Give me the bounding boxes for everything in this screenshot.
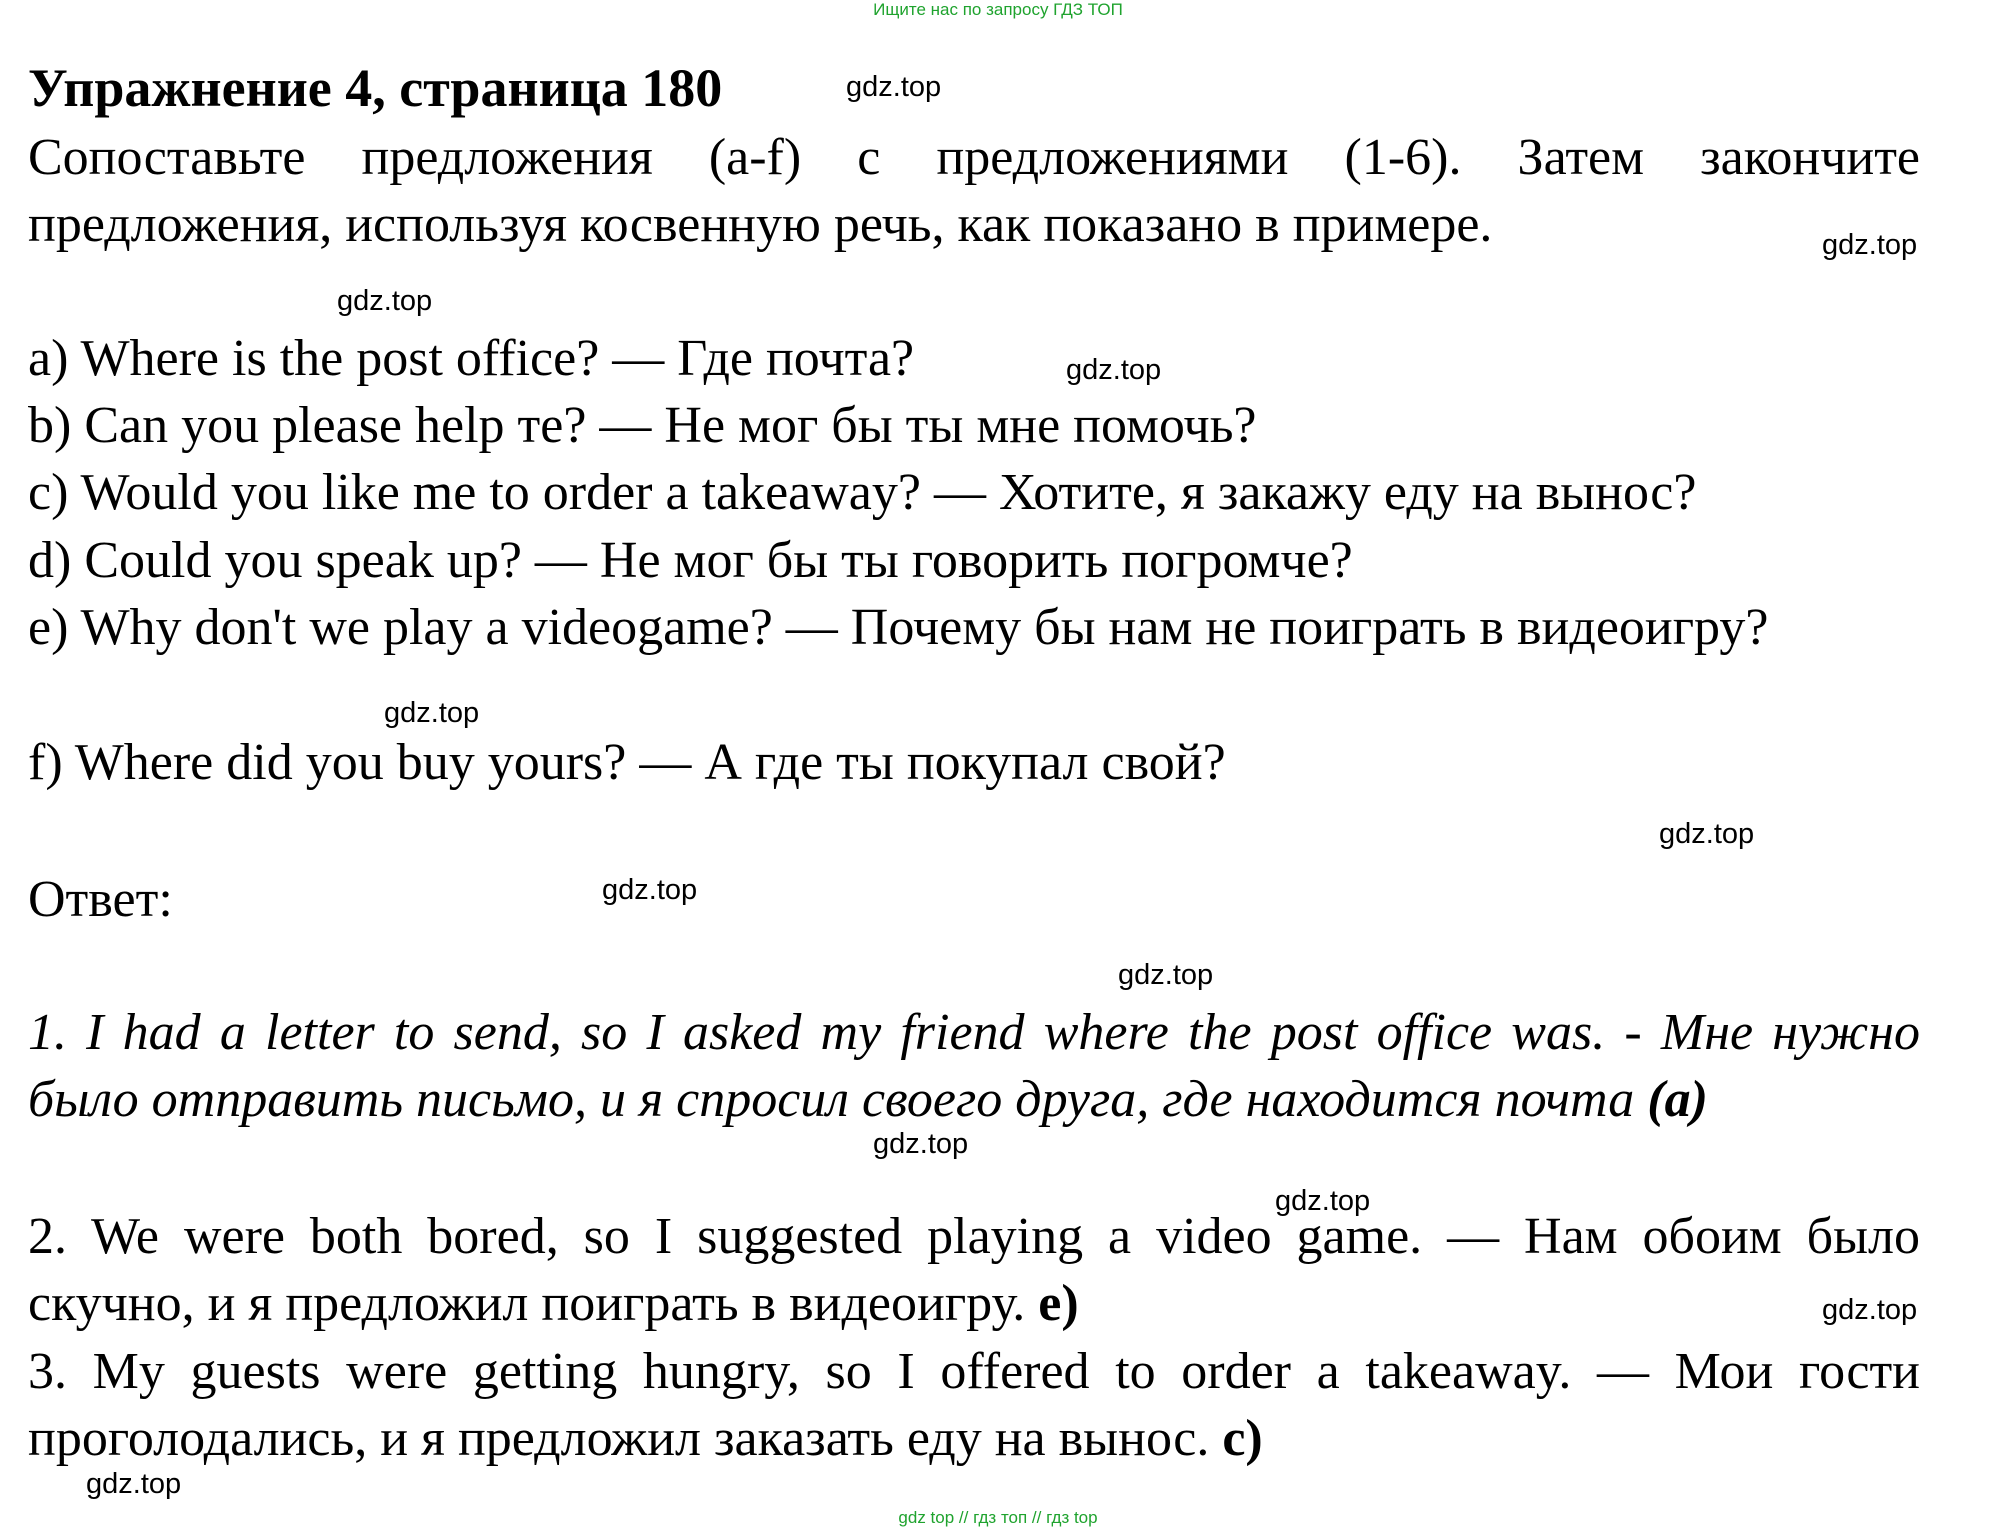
watermark: gdz.top	[1659, 818, 1755, 850]
answer-2-text: 2. We were both bored, so I suggested playing a video game. — Нам обоим было скучно, и я предложил поиграть в видеоигру.	[28, 1208, 1920, 1332]
watermark: gdz.top	[1275, 1185, 1371, 1217]
page-title: Упражнение 4, страница 180	[28, 58, 723, 118]
watermark: gdz.top	[384, 697, 480, 729]
watermark: gdz.top	[873, 1128, 969, 1160]
answer-3	[28, 1338, 1920, 1472]
answer-1	[28, 999, 1920, 1133]
answer-2	[28, 1203, 1920, 1337]
instruction-text: Сопоставьте предложения (a-f) с предложениями (1-6). Затем закончите предложения, используя косвенную речь, как показано в примере.	[28, 129, 1920, 253]
answer-label: Ответ:	[28, 871, 173, 928]
watermark: gdz.top	[602, 874, 698, 906]
bottom-banner: gdz top // гдз топ // гдз top	[898, 1508, 1098, 1527]
item-d: d) Could you speak up? — Не мог бы ты говорить погромче?	[28, 532, 1353, 589]
watermark: gdz.top	[337, 285, 433, 317]
top-banner: Ищите нас по запросу ГДЗ ТОП	[873, 0, 1123, 19]
watermark: gdz.top	[1822, 229, 1918, 261]
watermark: gdz.top	[1822, 1294, 1918, 1326]
watermark: gdz.top	[1066, 354, 1162, 386]
answer-3-tag: c)	[1222, 1410, 1263, 1467]
watermark: gdz.top	[86, 1468, 182, 1500]
item-a: a) Where is the post office? — Где почта?	[28, 330, 915, 387]
answer-1-text: 1. I had a letter to send, so I asked my friend where the post office was. - Мне нужно было отправить письмо, и я спросил своего друга, где находится почта	[28, 1004, 1920, 1128]
answer-2-tag: e)	[1038, 1275, 1079, 1332]
item-b: b) Can you please help те? — Не мог бы ты мне помочь?	[28, 397, 1257, 454]
item-f: f) Where did you buy yours? — А где ты покупал свой?	[28, 734, 1226, 791]
answer-1-tag: (a)	[1647, 1071, 1708, 1128]
answer-3-text: 3. My guests were getting hungry, so I offered to order a takeaway. — Мои гости проголодались, и я предложил заказать еду на вынос.	[28, 1343, 1920, 1467]
item-c: c) Would you like me to order a takeaway? — Хотите, я закажу еду на вынос?	[28, 464, 1697, 521]
item-e: e) Why don't we play a videogame? — Почему бы нам не поиграть в видеоигру?	[28, 599, 1769, 656]
watermark: gdz.top	[846, 71, 942, 103]
watermark: gdz.top	[1118, 959, 1214, 991]
